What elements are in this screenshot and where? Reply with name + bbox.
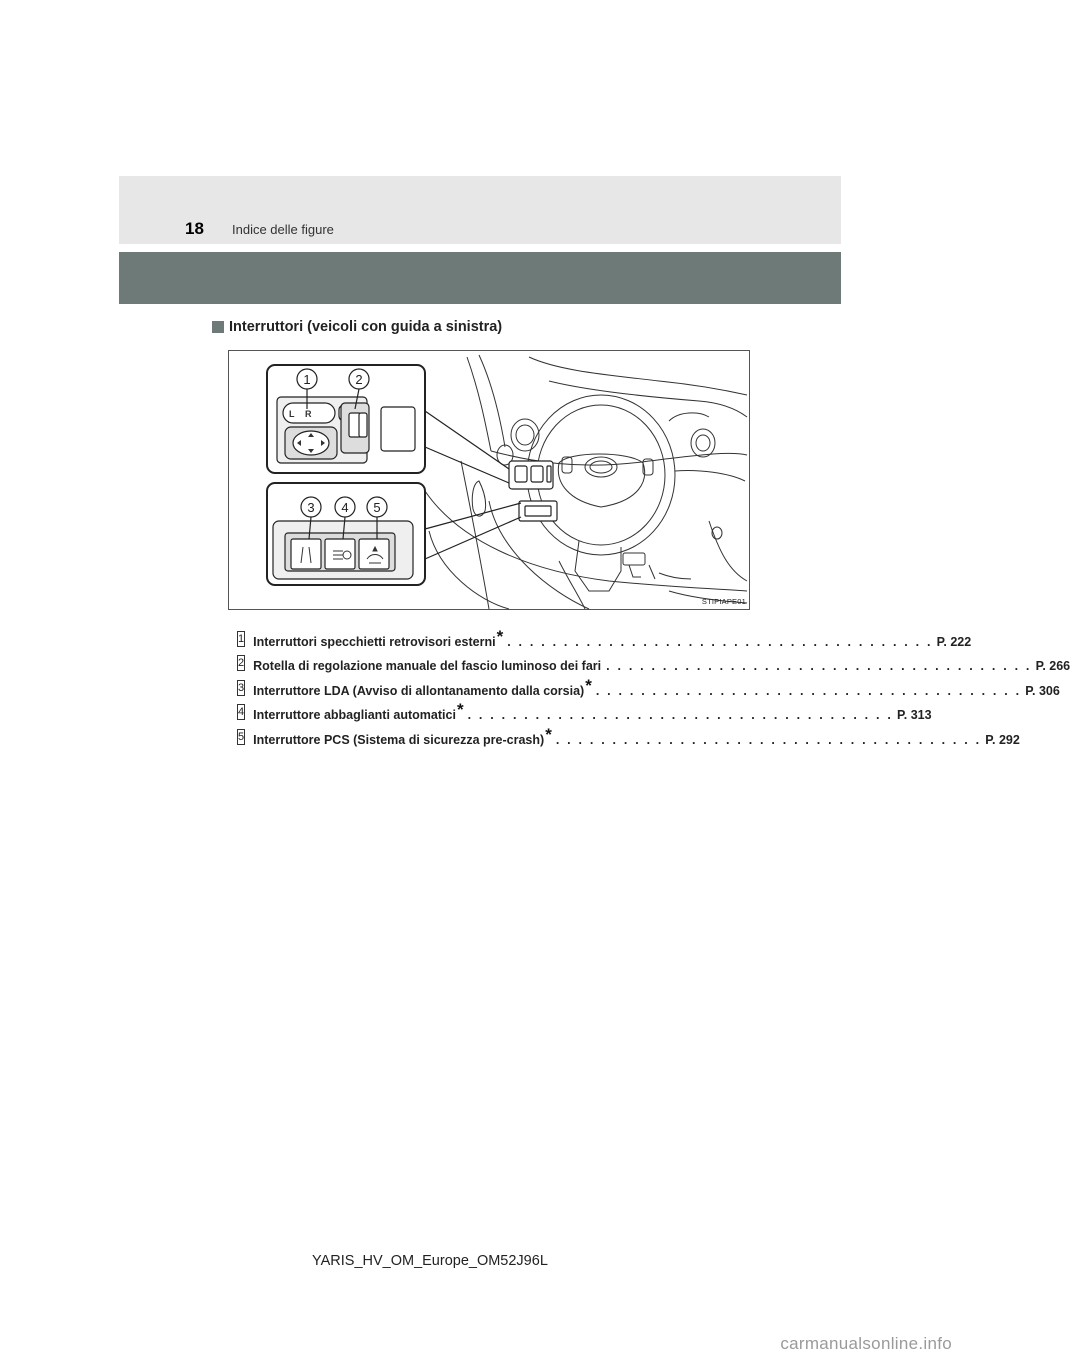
page-number: 18 [185,219,204,238]
windshield-pillar [467,357,491,451]
callout-2: 2 [355,372,363,387]
dashboard-drawing [229,351,749,609]
item-number-box: 3 [238,681,245,694]
title-bar [119,252,841,304]
asterisk-mark: * [456,700,464,719]
section-title: Indice delle figure [232,222,334,237]
callout-4: 4 [341,500,349,515]
callout-1: 1 [303,372,311,387]
list-item [237,649,1070,674]
asterisk-mark: * [545,724,552,744]
item-page-link[interactable]: P. 306 [1025,683,1060,698]
item-label: Interruttore PCS (Sistema di sicurezza pre-crash) [253,732,545,747]
asterisk-mark: * [585,675,592,695]
list-item [237,624,972,649]
dot-leader: . . . . . . . . . . . . . . . . . . . . . . . . . . . . . . . . . . . . . . [555,732,982,747]
item-number-box: 4 [238,706,245,718]
dot-leader: . . . . . . . . . . . . . . . . . . . . . . . . . . . . . . . . . . . . . . [507,634,933,649]
callout-3: 3 [307,500,315,515]
list-item [237,698,932,723]
item-page-link[interactable]: P. 222 [936,634,972,649]
mirror-switch-label-l: L [289,409,295,419]
item-page-link[interactable]: P. 266 [1035,659,1070,673]
header-band [119,176,841,244]
watermark: carmanualsonline.info [780,1334,952,1353]
subheading-text: Interruttori (veicoli con guida a sinistra) [229,319,503,335]
dot-leader: . . . . . . . . . . . . . . . . . . . . . . . . . . . . . . . . . . . . . . [595,683,1022,698]
list-item [237,722,1020,747]
item-label: Rotella di regolazione manuale del fascio luminoso dei fari [253,659,602,673]
item-number-box: 5 [238,730,245,743]
item-label: Interruttore LDA (Avviso di allontanamento dalla corsia) [253,683,585,698]
item-page-link[interactable]: P. 313 [897,708,932,722]
dot-leader: . . . . . . . . . . . . . . . . . . . . . . . . . . . . . . . . . . . . . . [606,659,1032,673]
asterisk-mark: * [496,626,504,646]
switch-illustration [228,350,750,610]
switch-list [237,624,1070,747]
subheading [212,318,502,336]
item-page-link[interactable]: P. 292 [985,732,1020,747]
list-item [237,673,1060,698]
callout-5: 5 [373,500,381,515]
item-number-box: 1 [238,632,245,645]
item-label: Interruttori specchietti retrovisori esterni [253,634,496,649]
mirror-switch-label-r: R [305,409,312,419]
square-bullet-icon [212,321,224,333]
item-number-box: 2 [238,657,245,669]
footer-doc-code: YARIS_HV_OM_Europe_OM52J96L [312,1253,548,1269]
figure-code: STIPIAPE01 [701,597,746,606]
item-label: Interruttore abbaglianti automatici [253,708,456,722]
dot-leader: . . . . . . . . . . . . . . . . . . . . . . . . . . . . . . . . . . . . . . [467,708,894,722]
